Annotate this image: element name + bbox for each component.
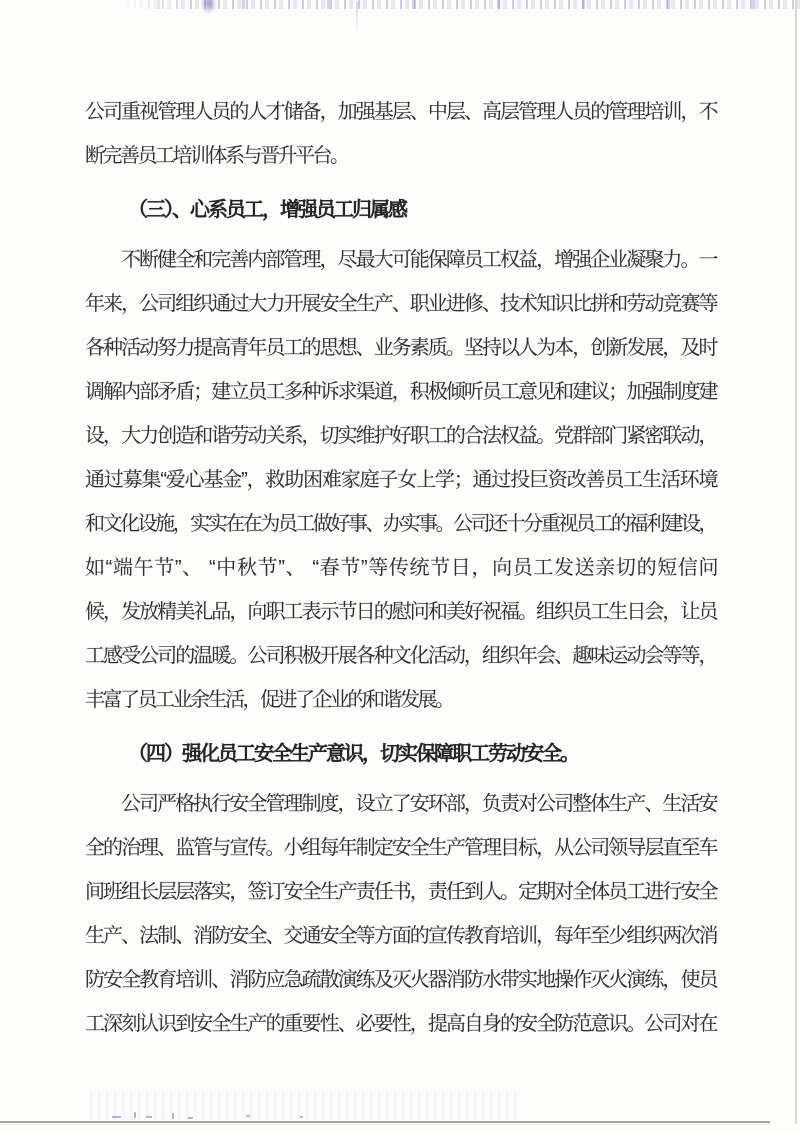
- scan-noise-top-blob: [200, 0, 217, 15]
- text-line: 如“端午节”、 “中秋节”、 “春节”等传统节日，向员工发送亲切的短信问: [85, 557, 716, 579]
- scan-paper-bottom-edge-line: [0, 1121, 770, 1123]
- scan-noise-bottom-mark: [112, 1116, 121, 1118]
- text-line: 设，大力创造和谐劳动关系，切实维护好职工的合法权益。党群部门紧密联动，: [85, 425, 716, 447]
- text-line: 不断健全和完善内部管理，尽最大可能保障员工权益，增强企业凝聚力。一: [121, 249, 716, 271]
- text-line: 断完善员工培训体系与晋升平台。: [85, 145, 348, 167]
- scan-noise-bottom-mark: [188, 1117, 193, 1119]
- text-line: 候，发放精美礼品，向职工表示节日的慰问和美好祝福。组织员工生日会，让员: [85, 601, 716, 623]
- text-line: 通过募集“爱心基金”，救助困难家庭子女上学；通过投巨资改善员工生活环境: [85, 469, 716, 491]
- scan-noise-bottom-speckle: [90, 1090, 520, 1120]
- text-line: 间班组长层层落实，签订安全生产责任书，责任到人。定期对全体员工进行安全: [85, 881, 716, 903]
- text-line: 防安全教育培训、消防应急疏散演练及灭火器消防水带实地操作灭火演练，使员: [85, 969, 716, 991]
- section-heading: （三）、心系员工，增强员工归属感: [128, 199, 406, 221]
- text-line: 工深刻认识到安全生产的重要性、必要性，提高自身的安全防范意识。公司对在: [85, 1013, 716, 1035]
- document-text-block: [85, 90, 716, 1046]
- text-line: 丰富了员工业余生活，促进了企业的和谐发展。: [85, 689, 453, 711]
- scan-paper-right-edge: [795, 0, 797, 1124]
- scan-noise-bottom-mark: [246, 1115, 250, 1117]
- text-line: 和文化设施，实实在在为员工做好事、办实事。公司还十分重视员工的福利建设，: [85, 513, 716, 535]
- scan-noise-top-band: [120, 0, 800, 9]
- scan-noise-bottom-mark: [134, 1112, 136, 1118]
- scan-noise-bottom-mark: [300, 1116, 303, 1118]
- text-line: 公司严格执行安全管理制度，设立了安环部，负责对公司整体生产、生活安: [121, 793, 716, 815]
- text-line: 年来，公司组织通过大力开展安全生产、职业进修、技术知识比拼和劳动竞赛等: [85, 293, 716, 315]
- text-line: 全的治理、监管与宣传。小组每年制定安全生产管理目标，从公司领导层直至车: [85, 837, 716, 859]
- scan-noise-bottom-mark: [172, 1113, 174, 1119]
- section-heading: （四）强化员工安全生产意识，切实保障职工劳动安全。: [128, 743, 578, 765]
- text-line: 调解内部矛盾；建立员工多种诉求渠道，积极倾听员工意见和建议；加强制度建: [85, 381, 716, 403]
- text-line: 生产、法制、消防安全、交通安全等方面的宣传教育培训，每年至少组织两次消: [85, 925, 716, 947]
- scan-noise-bottom-mark: [146, 1116, 152, 1118]
- text-line: 各种活动努力提高青年员工的思想、业务素质。坚持以人为本，创新发展，及时: [85, 337, 716, 359]
- scan-noise-top-streak: [356, 2, 358, 36]
- text-line: 工感受公司的温暖。公司积极开展各种文化活动，组织年会、趣味运动会等等，: [85, 645, 716, 667]
- text-line: 公司重视管理人员的人才储备，加强基层、中层、高层管理人员的管理培训，不: [85, 101, 716, 123]
